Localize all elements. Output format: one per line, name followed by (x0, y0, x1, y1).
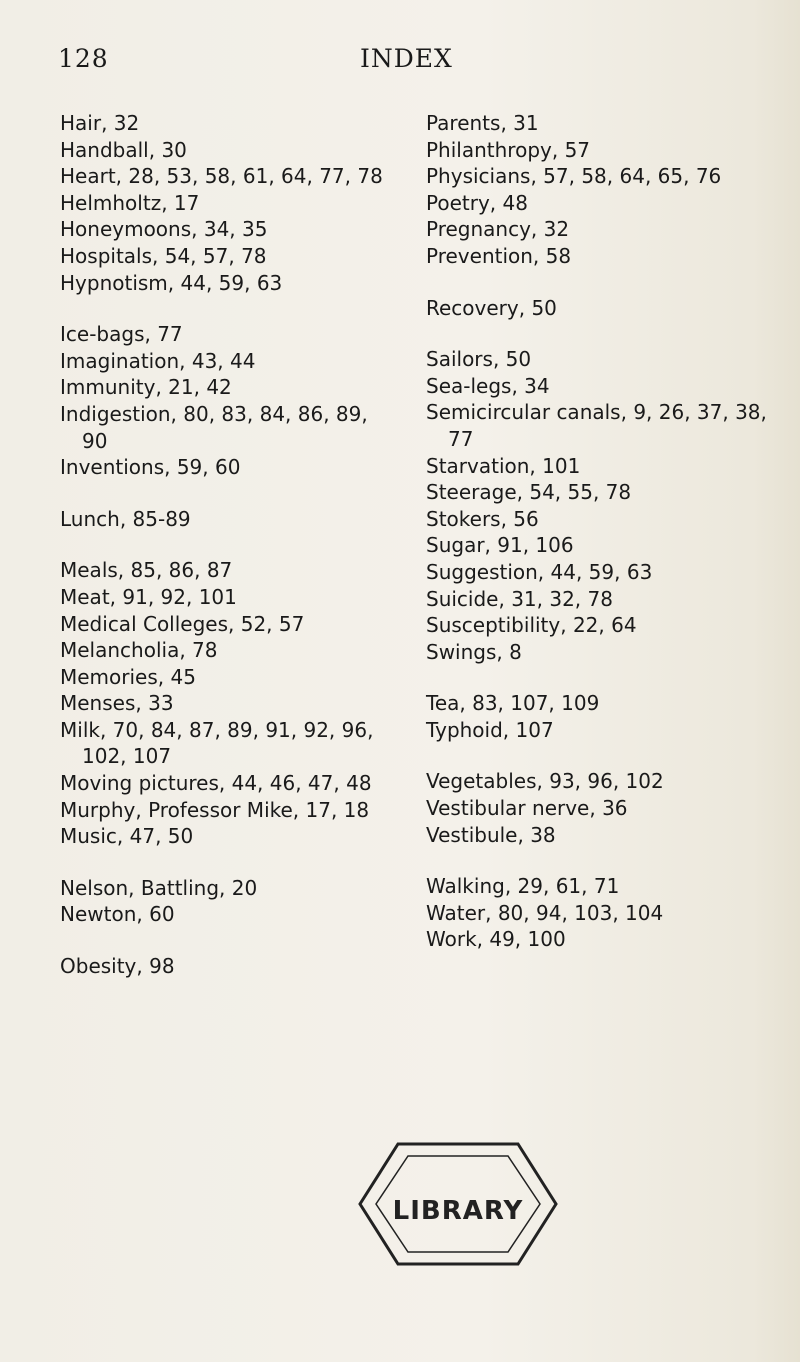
index-entry: Hair, 32 (60, 111, 140, 135)
index-entry: Recovery, 50 (426, 295, 557, 320)
index-entry: Hypnotism, 44, 59, 63 (60, 270, 283, 295)
index-entry: Sea-legs, 34 (426, 373, 550, 398)
index-entry: Honeymoons, 34, 35 (60, 217, 268, 242)
right-index-group (426, 768, 796, 848)
index-entry: Lunch, 85-89 (60, 506, 191, 531)
index-entry: Sailors, 50 (426, 347, 532, 372)
index-entry: Suicide, 31, 32, 78 (426, 586, 613, 611)
index-entry: Memories, 45 (60, 664, 196, 689)
index-entry: Newton, 60 (60, 902, 175, 927)
index-entry: Heart, 28, 53, 58, 61, 64, 77, 78 (60, 164, 383, 189)
index-entry: Medical Colleges, 52, 57 (60, 611, 305, 636)
index-entry: Swings, 8 (426, 639, 522, 664)
index-entry: Semicircular canals, 9, 26, 37, 38, 77 (426, 400, 767, 451)
index-entry: Ice-bags, 77 (60, 322, 183, 347)
index-entry: Physicians, 57, 58, 64, 65, 76 (426, 164, 722, 189)
index-entry: Melancholia, 78 (60, 638, 218, 663)
index-entry: Starvation, 101 (426, 453, 581, 478)
index-entry: Parents, 31 (426, 111, 539, 135)
page-number: 128 (58, 44, 109, 73)
index-entry: Meat, 91, 92, 101 (60, 584, 237, 609)
index-entry: Prevention, 58 (426, 243, 572, 268)
index-entry: Murphy, Professor Mike, 17, 18 (60, 797, 370, 822)
index-entry: Poetry, 48 (426, 190, 528, 215)
library-stamp (338, 1108, 578, 1288)
index-entry: Inventions, 59, 60 (60, 455, 241, 480)
index-entry: Vestibule, 38 (426, 822, 556, 847)
left-index-group (60, 875, 390, 928)
left-index-group (60, 110, 390, 296)
index-entry: Tea, 83, 107, 109 (426, 691, 600, 716)
index-entry: Imagination, 43, 44 (60, 348, 256, 373)
page-title: INDEX (360, 44, 453, 73)
index-entry: Steerage, 54, 55, 78 (426, 480, 632, 505)
index-entry: Meals, 85, 86, 87 (60, 558, 233, 583)
right-index-group (426, 690, 796, 743)
index-entry: Immunity, 21, 42 (60, 375, 232, 400)
index-entry: Hospitals, 54, 57, 78 (60, 243, 267, 268)
right-index-group (426, 110, 796, 270)
index-entry: Obesity, 98 (60, 954, 175, 979)
index-entry: Water, 80, 94, 103, 104 (426, 900, 664, 925)
index-entry: Vestibular nerve, 36 (426, 796, 628, 821)
index-entry: Moving pictures, 44, 46, 47, 48 (60, 771, 372, 796)
stamp-label: LIBRARY (392, 1196, 524, 1226)
index-entry: Stokers, 56 (426, 506, 539, 531)
index-entry: Work, 49, 100 (426, 927, 566, 952)
index-entry: Sugar, 91, 106 (426, 533, 574, 558)
left-index-group (60, 506, 390, 533)
index-entry: Milk, 70, 84, 87, 89, 91, 92, 96, 102, 107 (60, 717, 374, 769)
left-index-group (60, 321, 390, 481)
index-entry: Nelson, Battling, 20 (60, 875, 258, 900)
index-entry: Susceptibility, 22, 64 (426, 613, 637, 638)
right-index-group (426, 346, 796, 665)
index-entry: Music, 47, 50 (60, 824, 194, 849)
index-entry: Typhoid, 107 (426, 717, 554, 742)
left-index-group (60, 953, 390, 980)
index-entry: Vegetables, 93, 96, 102 (426, 769, 664, 794)
index-entry: Suggestion, 44, 59, 63 (426, 559, 653, 584)
index-entry: Handball, 30 (60, 137, 187, 162)
left-index-group (60, 557, 390, 850)
index-entry: Philanthropy, 57 (426, 137, 591, 162)
index-column-right (426, 110, 796, 978)
index-entry: Helmholtz, 17 (60, 190, 200, 215)
index-entry: Indigestion, 80, 83, 84, 86, 89, 90 (60, 401, 368, 453)
index-entry: Pregnancy, 32 (426, 217, 570, 242)
right-index-group (426, 295, 796, 322)
index-column-left (60, 110, 390, 1005)
right-index-group (426, 873, 796, 953)
index-entry: Menses, 33 (60, 691, 174, 716)
index-entry: Walking, 29, 61, 71 (426, 874, 620, 899)
